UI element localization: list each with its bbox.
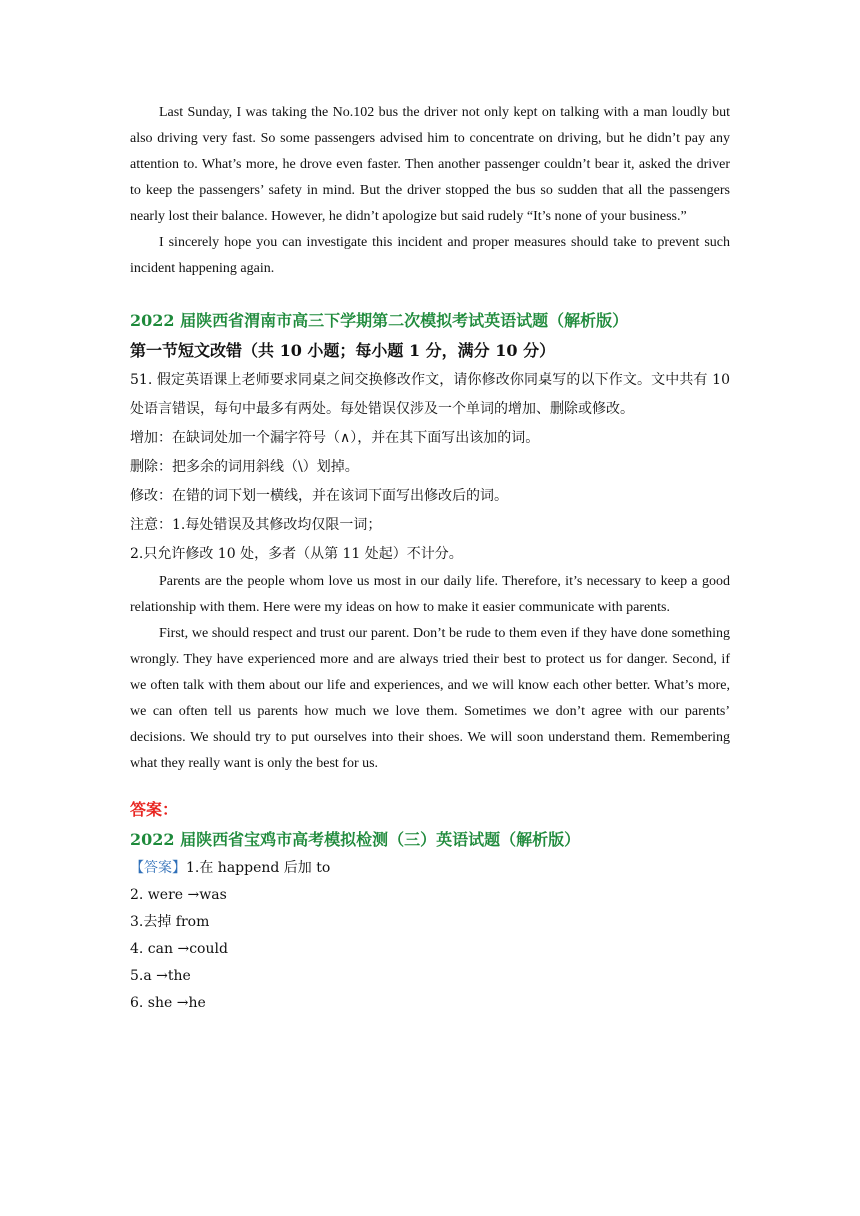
passage1-paragraph-1: Last Sunday, I was taking the No.102 bus the driver not only kept on talking with a man loudly but also driving very fast. So some passengers advised him to concentrate on driving, but he didn’t pay any attention to. What’s more, he drove even faster. Then another passenger couldn’t bear it, asked the driver to keep the passengers’ safety in mind. But the driver stopped the bus so sudden that all the passengers nearly lost their balance. However, he didn’t apologize but said rudely “It’s none of your business.”	[130, 105, 730, 224]
answer-item-5: 5.a →the	[130, 968, 191, 984]
answer-item-1	[130, 855, 730, 882]
answer-item-4: 4. can →could	[130, 941, 228, 957]
passage1-paragraph-2: I sincerely hope you can investigate this incident and proper measures should take to prevent such incident happening again.	[130, 235, 730, 276]
answer-tag: 【答案】	[130, 860, 186, 876]
rule-add: 增加：在缺词处加一个漏字符号（∧），并在其下面写出该加的词。	[130, 430, 540, 446]
note-2: 2.只允许修改 10 处，多者（从第 11 处起）不计分。	[130, 546, 463, 562]
answer-item-2: 2. were →was	[130, 887, 227, 903]
note-1: 注意：1.每处错误及其修改均仅限一词；	[130, 517, 382, 533]
rule-delete: 删除：把多余的词用斜线（\）划掉。	[130, 459, 359, 475]
answer-item-3: 3.去掉 from	[130, 914, 210, 930]
answer-text-1: 1.在 happend 后加 to	[186, 860, 331, 876]
answer-item-6: 6. she →he	[130, 995, 206, 1011]
answers-heading: 答案：	[130, 800, 179, 819]
rule-modify: 修改：在错的词下划一横线，并在该词下面写出修改后的词。	[130, 488, 508, 504]
essay-paragraph-1: Parents are the people whom love us most in our daily life. Therefore, it’s necessary to keep a good relationship with them. Here were my ideas on how to make it easier communicate with parents.	[130, 574, 730, 615]
section2-instructions: 51. 假定英语课上老师要求同桌之间交换修改作文，请你修改你同桌写的以下作文。文中共有 10 处语言错误，每句中最多有两处。每处错误仅涉及一个单词的增加、删除或修改。	[130, 372, 730, 417]
section2-subtitle: 第一节短文改错（共 10 小题；每小题 1 分，满分 10 分）	[130, 341, 556, 360]
document-page	[130, 100, 730, 1017]
answers-title: 2022 届陕西省宝鸡市高考模拟检测（三）英语试题（解析版）	[130, 830, 581, 849]
essay-paragraph-2: First, we should respect and trust our parent. Don’t be rude to them even if they have done something wrongly. They have experienced more and are always tried their best to protect us for danger. Second, if we often talk with them about our life and experiences, and we will know each other better. What’s more, we can often tell us parents how much we love them. Sometimes we don’t agree with our parents’ decisions. We should try to put ourselves into their shoes. We will soon understand them. Remembering what they really want is only the best for us.	[130, 626, 730, 771]
section2-title: 2022 届陕西省渭南市高三下学期第二次模拟考试英语试题（解析版）	[130, 311, 629, 330]
